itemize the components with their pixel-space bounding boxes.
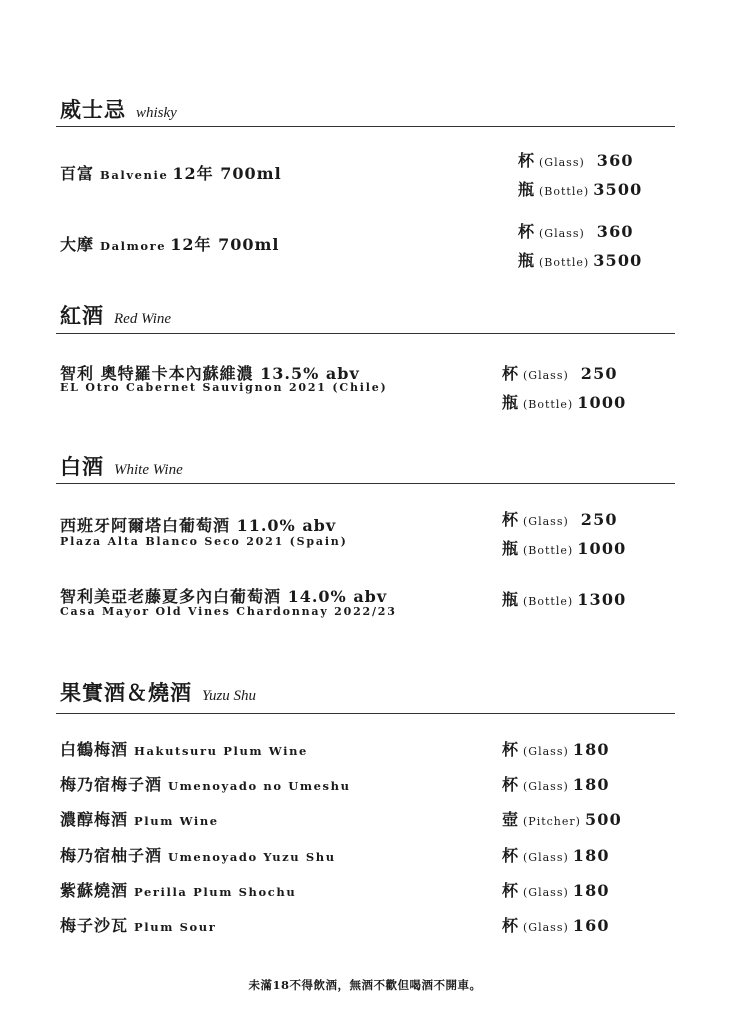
item-name-en: Plum Sour — [134, 920, 217, 934]
item-name-zh: 智利美亞老藤夏多內白葡萄酒 14.0% abv — [60, 587, 388, 606]
price-char: 杯 — [502, 740, 519, 759]
price-glass — [502, 878, 610, 901]
price-bottle-unit: (Bottle) — [523, 595, 574, 608]
price-glass-char: 杯 — [502, 364, 519, 383]
item-name-zh: 智利 奧特羅卡本內蘇維濃 13.5% abv — [60, 364, 360, 383]
price-bottle-unit: (Bottle) — [523, 544, 574, 557]
price-unit: (Pitcher) — [523, 815, 581, 828]
item-name-zh: 西班牙阿爾塔白葡萄酒 11.0% abv — [60, 516, 337, 535]
menu-item-dalmore — [60, 232, 279, 255]
price-value: 180 — [572, 846, 610, 865]
footer-disclaimer: 未滿18不得飲酒，無酒不歡但喝酒不開車。 — [248, 978, 482, 992]
item-name-zh: 梅乃宿柚子酒 — [60, 846, 163, 865]
section-subtitle: Yuzu Shu — [202, 688, 257, 704]
price-bottle — [518, 177, 643, 200]
item-name-en: EL Otro Cabernet Sauvignon 2021 (Chile) — [60, 381, 388, 394]
price-bottle-char: 瓶 — [502, 539, 519, 558]
price-value: 180 — [572, 881, 610, 900]
item-name-en: Dalmore — [100, 239, 167, 253]
price-glass-value: 250 — [580, 510, 618, 529]
item-name-en: Plum Wine — [134, 814, 219, 828]
price-bottle-value: 3500 — [593, 180, 643, 199]
section-title-text: 紅酒 — [60, 303, 104, 328]
price-pitcher — [502, 807, 622, 830]
price-value: 180 — [572, 775, 610, 794]
price-glass-unit: (Glass) — [523, 515, 569, 528]
item-name-zh: 濃醇梅酒 — [60, 810, 129, 829]
price-glass-char: 杯 — [518, 222, 535, 241]
section-title-text: 白酒 — [60, 454, 104, 479]
price-value: 160 — [572, 916, 610, 935]
price-bottle — [502, 390, 627, 413]
price-glass-value: 360 — [596, 222, 634, 241]
price-bottle-char: 瓶 — [518, 180, 535, 199]
price-unit: (Glass) — [523, 745, 569, 758]
price-bottle — [502, 587, 627, 610]
section-divider — [56, 126, 675, 127]
section-title-fruit-wine — [60, 677, 256, 707]
price-bottle-value: 3500 — [593, 251, 643, 270]
price-bottle-value: 1000 — [577, 539, 627, 558]
item-name-zh: 白鶴梅酒 — [60, 740, 129, 759]
section-title-text: 果實酒＆燒酒 — [60, 680, 192, 705]
item-name-en: Perilla Plum Shochu — [134, 885, 297, 899]
price-char: 杯 — [502, 881, 519, 900]
price-value: 500 — [584, 810, 622, 829]
price-char: 杯 — [502, 846, 519, 865]
menu-item-casa-mayor — [60, 584, 387, 607]
price-glass-char: 杯 — [502, 510, 519, 529]
price-glass — [502, 913, 610, 936]
item-name-en: Umenoyado Yuzu Shu — [168, 850, 336, 864]
item-name-zh: 梅乃宿梅子酒 — [60, 775, 163, 794]
section-title-text: 威士忌 — [60, 97, 126, 122]
price-bottle-char: 瓶 — [518, 251, 535, 270]
price-bottle-value: 1300 — [577, 590, 627, 609]
price-glass — [502, 507, 618, 530]
menu-item-umenoyado-yuzu — [60, 843, 340, 866]
item-name-en: Plaza Alta Blanco Seco 2021 (Spain) — [60, 535, 348, 548]
section-title-white-wine — [60, 451, 183, 481]
item-name-zh: 百富 — [60, 164, 95, 183]
price-char: 杯 — [502, 775, 519, 794]
section-divider — [56, 713, 675, 714]
section-divider — [56, 333, 675, 334]
section-subtitle: White Wine — [114, 462, 183, 478]
price-unit: (Glass) — [523, 851, 569, 864]
price-glass-unit: (Glass) — [539, 227, 585, 240]
price-glass-value: 360 — [596, 151, 634, 170]
item-name-en: Casa Mayor Old Vines Chardonnay 2022/23 — [60, 605, 397, 618]
price-bottle — [502, 536, 627, 559]
price-glass — [502, 843, 610, 866]
menu-item-plum-wine — [60, 807, 223, 830]
item-spec: 12年 700ml — [172, 164, 282, 183]
price-bottle-unit: (Bottle) — [523, 398, 574, 411]
price-bottle-value: 1000 — [577, 393, 627, 412]
price-glass — [518, 219, 634, 242]
price-unit: (Glass) — [523, 886, 569, 899]
item-name-en: Balvenie — [100, 168, 169, 182]
price-unit: (Glass) — [523, 780, 569, 793]
price-unit: (Glass) — [523, 921, 569, 934]
price-bottle-unit: (Bottle) — [539, 185, 590, 198]
section-subtitle: Red Wine — [114, 311, 172, 327]
menu-item-plaza-alta — [60, 513, 336, 536]
price-glass — [502, 772, 610, 795]
price-glass-unit: (Glass) — [523, 369, 569, 382]
price-glass-unit: (Glass) — [539, 156, 585, 169]
menu-item-plum-sour — [60, 913, 220, 936]
price-bottle-char: 瓶 — [502, 393, 519, 412]
item-spec: 12年 700ml — [170, 235, 280, 254]
price-char: 杯 — [502, 916, 519, 935]
section-subtitle: whisky — [136, 105, 177, 121]
item-name-en: Umenoyado no Umeshu — [168, 779, 351, 793]
menu-item-perilla-shochu — [60, 878, 300, 901]
price-glass-value: 250 — [580, 364, 618, 383]
price-glass-char: 杯 — [518, 151, 535, 170]
price-bottle-char: 瓶 — [502, 590, 519, 609]
item-name-en: Hakutsuru Plum Wine — [134, 744, 308, 758]
price-bottle-unit: (Bottle) — [539, 256, 590, 269]
menu-item-umenoyado-umeshu — [60, 772, 355, 795]
item-name-zh: 大摩 — [60, 235, 95, 254]
section-divider — [56, 483, 675, 484]
section-title-red-wine — [60, 300, 171, 330]
price-glass — [502, 737, 610, 760]
item-name-zh: 梅子沙瓦 — [60, 916, 129, 935]
price-glass — [502, 361, 618, 384]
price-value: 180 — [572, 740, 610, 759]
item-name-zh: 紫蘇燒酒 — [60, 881, 129, 900]
menu-item-hakutsuru — [60, 737, 312, 760]
section-title-whisky — [60, 94, 177, 124]
price-glass — [518, 148, 634, 171]
menu-item-balvenie — [60, 161, 282, 184]
price-char: 壺 — [502, 810, 519, 829]
price-bottle — [518, 248, 643, 271]
